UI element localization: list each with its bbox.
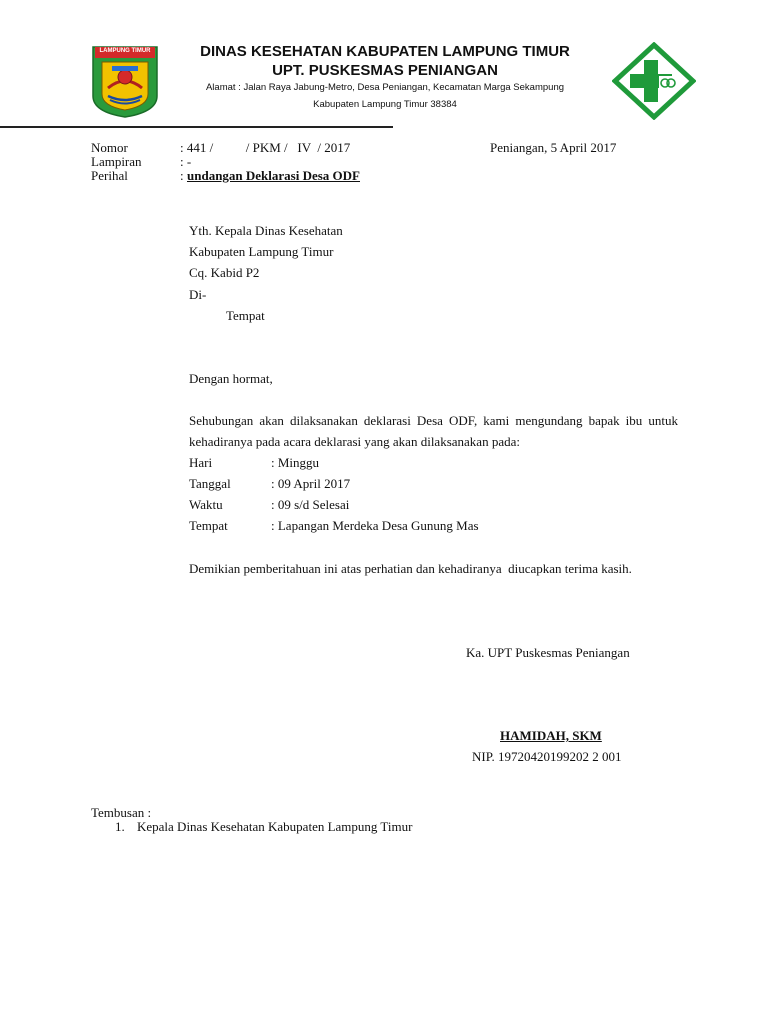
recipient-line-2: Kabupaten Lampung Timur: [189, 244, 334, 259]
recipient-line-3: Cq. Kabid P2: [189, 265, 260, 280]
tembusan-item-number: 1.: [115, 819, 125, 834]
detail-label-tanggal: Tanggal: [189, 476, 231, 491]
detail-value-tanggal: : 09 April 2017: [271, 476, 351, 491]
detail-label-waktu: Waktu: [189, 497, 223, 512]
nomor-value: : 441 / / PKM / IV / 2017: [180, 140, 351, 155]
address-line-2: Kabupaten Lampung Timur 38384: [313, 99, 457, 110]
agency-name: DINAS KESEHATAN KABUPATEN LAMPUNG TIMUR: [200, 43, 570, 60]
letterhead-divider: [0, 126, 393, 128]
perihal-value: undangan Deklarasi Desa ODF: [187, 168, 360, 183]
detail-value-tempat: : Lapangan Merdeka Desa Gunung Mas: [271, 518, 479, 533]
address-line-1: Alamat : Jalan Raya Jabung-Metro, Desa Peniangan, Kecamatan Marga Sekampung: [205, 82, 565, 93]
tembusan-label: Tembusan :: [91, 805, 152, 820]
place-date: Peniangan, 5 April 2017: [490, 140, 617, 155]
lampiran-label: Lampiran: [91, 154, 142, 169]
recipient-line-4: Di-: [189, 287, 207, 302]
detail-label-tempat: Tempat: [189, 518, 228, 533]
detail-value-waktu: : 09 s/d Selesai: [271, 497, 350, 512]
greeting: Dengan hormat,: [189, 371, 273, 386]
tembusan-item-text: Kepala Dinas Kesehatan Kabupaten Lampung Timur: [137, 819, 413, 834]
lampung-timur-emblem-icon: [90, 44, 160, 119]
unit-name: UPT. PUSKESMAS PENIANGAN: [272, 62, 498, 79]
signatory-name: HAMIDAH, SKM: [500, 728, 602, 743]
nomor-label: Nomor: [91, 140, 128, 155]
lampiran-value: : -: [180, 154, 192, 169]
puskesmas-cross-icon: [612, 42, 696, 120]
detail-value-hari: : Minggu: [271, 455, 320, 470]
invitation-paragraph: Sehubungan akan dilaksanakan deklarasi Desa ODF, kami mengundang bapak ibu untuk kehadiranya pada acara deklarasi yang akan dilaksanakan pada:: [189, 413, 678, 449]
perihal-label: Perihal: [91, 168, 128, 183]
closing-paragraph: Demikian pemberitahuan ini atas perhatian dan kehadiranya diucapkan terima kasih.: [189, 561, 632, 576]
regency-emblem: [90, 44, 160, 119]
recipient-line-5: Tempat: [226, 308, 265, 323]
signatory-title: Ka. UPT Puskesmas Peniangan: [466, 645, 630, 660]
signatory-nip: NIP. 19720420199202 2 001: [472, 749, 622, 764]
recipient-line-1: Yth. Kepala Dinas Kesehatan: [189, 223, 343, 238]
detail-label-hari: Hari: [189, 455, 213, 470]
emblem-banner-text: LAMPUNG TIMUR: [99, 48, 151, 54]
puskesmas-logo: [612, 42, 696, 120]
perihal-colon: :: [180, 168, 184, 183]
